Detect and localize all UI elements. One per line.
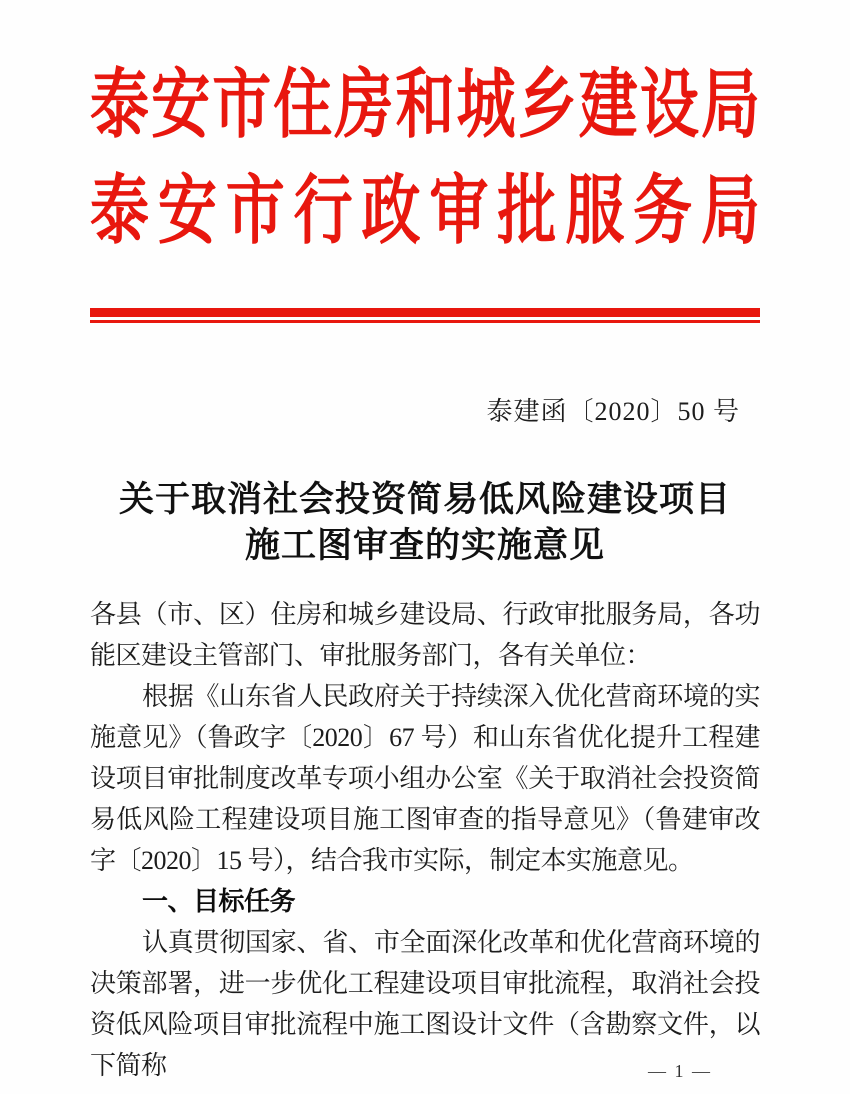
document-title-line-1: 关于取消社会投资简易低风险建设项目 [118, 480, 731, 519]
document-number: 泰建函〔2020〕50 号 [486, 397, 740, 426]
goal-paragraph: 认真贯彻国家、省、市全面深化改革和优化营商环境的决策部署，进一步优化工程建设项目审批流程，取消社会投资低风险项目审批流程中施工图设计文件（含勘察文件，以下简称 [90, 928, 760, 1080]
document-title [90, 477, 760, 569]
issuing-org-line-2: 泰安市行政审批服务局 [90, 168, 760, 254]
issuing-org-line-1: 泰安市住房和城乡建设局 [90, 62, 760, 148]
document-body [90, 594, 760, 1086]
letterhead-divider [90, 308, 760, 323]
section-1-heading: 一、目标任务 [142, 887, 296, 916]
salutation-paragraph: 各县（市、区）住房和城乡建设局、行政审批服务局，各功能区建设主管部门、审批服务部门，各有关单位： [90, 600, 760, 670]
basis-paragraph: 根据《山东省人民政府关于持续深入优化营商环境的实施意见》（鲁政字〔2020〕67 号）和山东省优化提升工程建设项目审批制度改革专项小组办公室《关于取消社会投资简易低风险工程建设项目施工图审查的指导意见》（鲁建审改字〔2020〕15 号），结合我市实际，制定本实施意见。 [90, 682, 760, 875]
divider-thin-line [90, 320, 760, 323]
divider-thick-line [90, 308, 760, 317]
document-title-line-2: 施工图审查的实施意见 [244, 526, 605, 565]
page-number: — 1 — [648, 1061, 712, 1081]
letterhead [90, 0, 760, 264]
